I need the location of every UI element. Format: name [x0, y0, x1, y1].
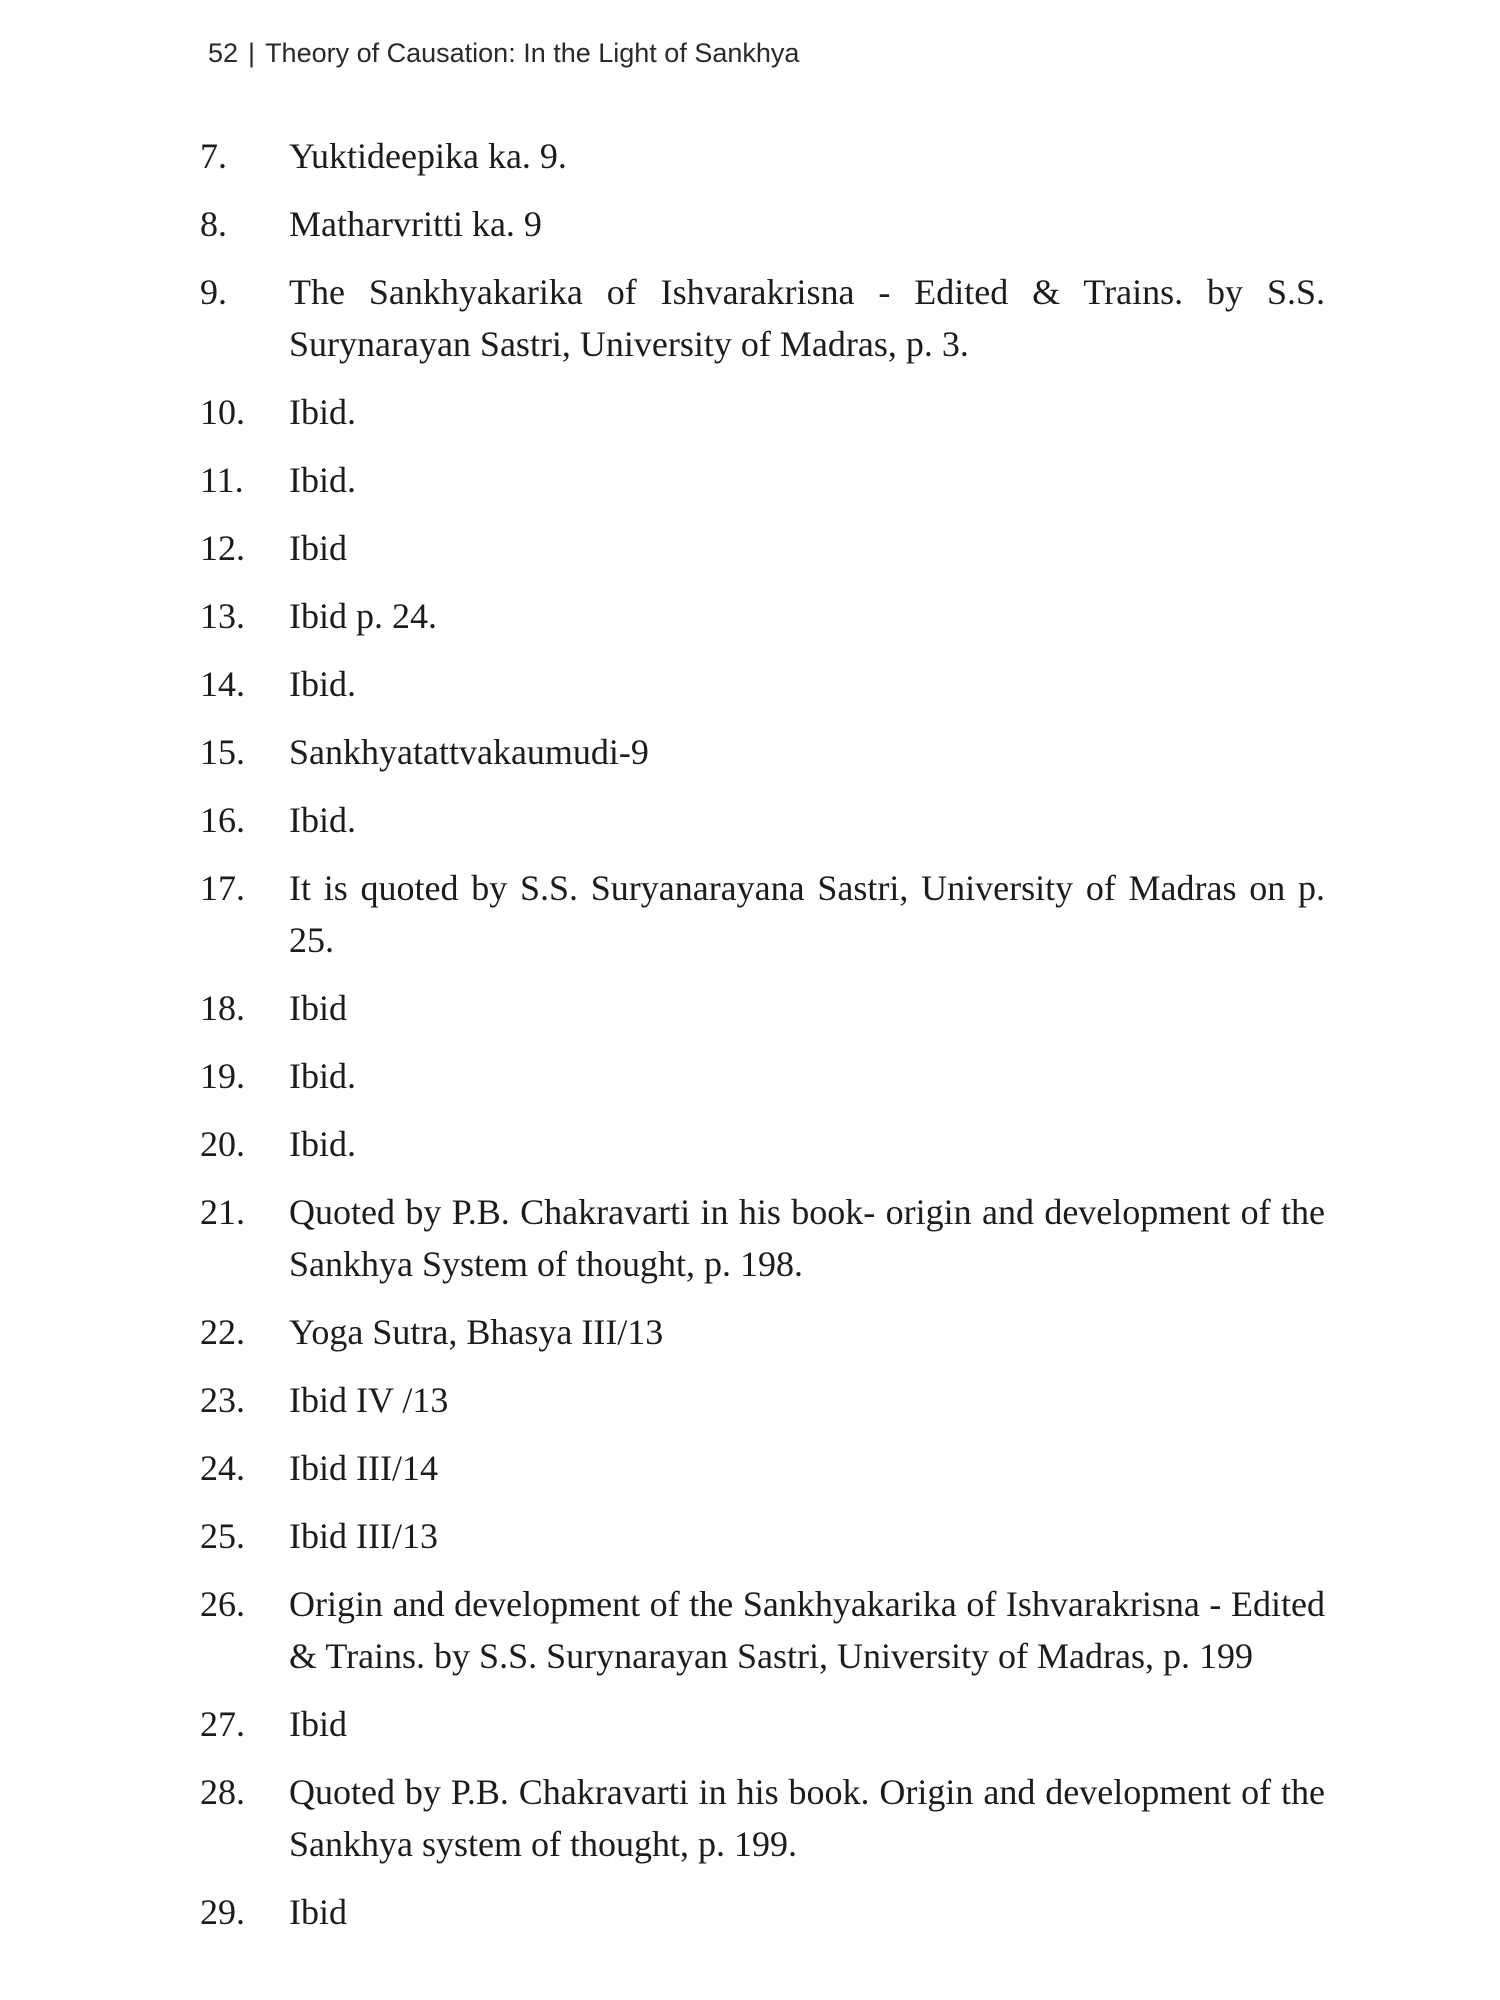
endnote-number: 14.: [200, 664, 245, 704]
endnote-text: Ibid IV /13: [289, 1380, 449, 1420]
endnote-10: [200, 386, 1325, 438]
endnote-12: [200, 522, 1325, 574]
endnote-24: [200, 1442, 1325, 1494]
endnote-8: [200, 198, 1325, 250]
endnote-text: Yoga Sutra, Bhasya III/13: [289, 1312, 664, 1352]
endnote-29: [200, 1886, 1325, 1938]
endnote-22: [200, 1306, 1325, 1358]
endnote-number: 19.: [200, 1056, 245, 1096]
endnote-17: [200, 862, 1325, 966]
endnote-text: Origin and development of the Sankhyakarika of Ishvarakrisna - Edited & Trains. by S.S. Surynarayan Sastri, University of Madras, p. 199: [289, 1584, 1325, 1676]
endnote-text: Ibid III/14: [289, 1448, 438, 1488]
endnote-text: Ibid.: [289, 664, 356, 704]
endnote-text: Sankhyatattvakaumudi-9: [289, 732, 649, 772]
endnote-text: Ibid: [289, 988, 347, 1028]
endnote-text: Ibid: [289, 528, 347, 568]
endnote-text: The Sankhyakarika of Ishvarakrisna - Edited & Trains. by S.S. Surynarayan Sastri, University of Madras, p. 3.: [289, 272, 1325, 364]
endnote-13: [200, 590, 1325, 642]
endnote-number: 8.: [200, 204, 227, 244]
endnote-text: Quoted by P.B. Chakravarti in his book. Origin and development of the Sankhya system of thought, p. 199.: [289, 1772, 1325, 1864]
endnote-21: [200, 1186, 1325, 1290]
endnote-text: Ibid: [289, 1892, 347, 1932]
endnote-number: 25.: [200, 1516, 245, 1556]
endnote-number: 23.: [200, 1380, 245, 1420]
endnote-text: Yuktideepika ka. 9.: [289, 136, 567, 176]
endnote-text: Quoted by P.B. Chakravarti in his book- origin and development of the Sankhya System of thought, p. 198.: [289, 1192, 1325, 1284]
endnote-number: 24.: [200, 1448, 245, 1488]
header-separator: |: [248, 38, 256, 68]
endnote-9: [200, 266, 1325, 370]
endnote-number: 22.: [200, 1312, 245, 1352]
endnote-text: Ibid.: [289, 460, 356, 500]
endnote-number: 27.: [200, 1704, 245, 1744]
endnote-number: 11.: [200, 460, 244, 500]
endnote-text: Ibid.: [289, 1056, 356, 1096]
endnote-14: [200, 658, 1325, 710]
endnote-27: [200, 1698, 1325, 1750]
endnote-number: 26.: [200, 1584, 245, 1624]
endnote-number: 21.: [200, 1192, 245, 1232]
endnote-text: Ibid.: [289, 392, 356, 432]
endnote-number: 16.: [200, 800, 245, 840]
running-header: [208, 38, 799, 69]
endnote-19: [200, 1050, 1325, 1102]
endnote-text: Ibid III/13: [289, 1516, 438, 1556]
endnotes-list: [200, 130, 1325, 1954]
endnote-26: [200, 1578, 1325, 1682]
endnote-20: [200, 1118, 1325, 1170]
endnote-28: [200, 1766, 1325, 1870]
endnote-number: 12.: [200, 528, 245, 568]
endnote-15: [200, 726, 1325, 778]
endnote-text: It is quoted by S.S. Suryanarayana Sastri, University of Madras on p. 25.: [289, 868, 1325, 960]
endnote-7: [200, 130, 1325, 182]
endnote-23: [200, 1374, 1325, 1426]
endnote-text: Ibid: [289, 1704, 347, 1744]
endnote-number: 18.: [200, 988, 245, 1028]
endnote-number: 13.: [200, 596, 245, 636]
endnote-text: Ibid.: [289, 1124, 356, 1164]
endnote-number: 10.: [200, 392, 245, 432]
endnote-number: 29.: [200, 1892, 245, 1932]
endnote-18: [200, 982, 1325, 1034]
endnote-text: Ibid p. 24.: [289, 596, 437, 636]
endnote-number: 9.: [200, 272, 227, 312]
endnote-number: 7.: [200, 136, 227, 176]
endnote-25: [200, 1510, 1325, 1562]
endnote-number: 28.: [200, 1772, 245, 1812]
page-number: 52: [208, 38, 239, 68]
endnote-16: [200, 794, 1325, 846]
endnote-text: Matharvritti ka. 9: [289, 204, 542, 244]
running-title: Theory of Causation: In the Light of Sankhya: [265, 38, 800, 68]
endnote-number: 15.: [200, 732, 245, 772]
endnote-number: 17.: [200, 868, 245, 908]
endnote-11: [200, 454, 1325, 506]
endnote-number: 20.: [200, 1124, 245, 1164]
endnote-text: Ibid.: [289, 800, 356, 840]
